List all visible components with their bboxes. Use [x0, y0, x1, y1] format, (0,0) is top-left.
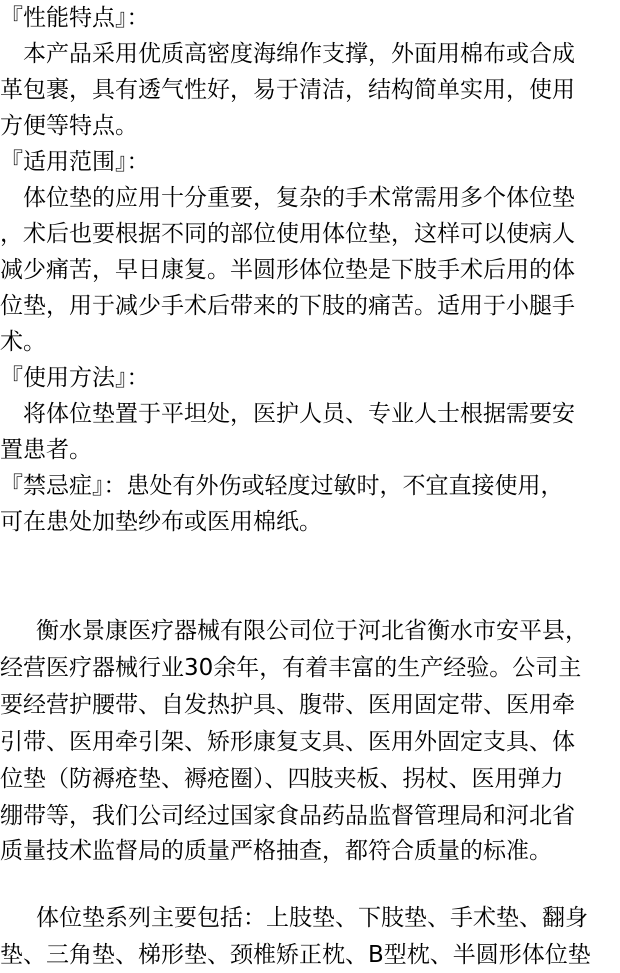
section-heading-usage: 『使用方法』： [0, 365, 150, 391]
paragraph-line: 位垫，用于减少手术后带来的下肢的痛苦。适用于小腿手 [0, 293, 575, 319]
paragraph-line: 可在患处加垫纱布或医用棉纸。 [0, 509, 322, 535]
paragraph-line: 经营医疗器械行业30余年，有着丰富的生产经验。公司主 [0, 655, 582, 681]
paragraph-line: ，术后也要根据不同的部位使用体位垫，这样可以使病人 [0, 221, 575, 247]
paragraph-line: 质量技术监督局的质量严格抽查，都符合质量的标准。 [0, 838, 552, 864]
paragraph-line: 引带、医用牵引架、矫形康复支具、医用外固定支具、体 [0, 729, 575, 755]
paragraph-line: 置患者。 [0, 437, 92, 463]
paragraph-line: 位垫（防褥疮垫、褥疮圈）、四肢夹板、拐杖、医用弹力 [0, 766, 564, 792]
section-heading-scope: 『适用范围』： [0, 149, 150, 175]
paragraph-line: 本产品采用优质高密度海绵作支撑，外面用棉布或合成 [23, 41, 575, 67]
paragraph-line: 垫、三角垫、梯形垫、颈椎矫正枕、B型枕、半圆形体位垫 [0, 942, 591, 968]
section-contraindications: 『禁忌症』：患处有外伤或轻度过敏时，不宜直接使用， [0, 473, 564, 499]
section-heading-features: 『性能特点』： [0, 5, 150, 31]
paragraph-line: 革包裹，具有透气性好，易于清洁，结构简单实用，使用 [0, 77, 575, 103]
paragraph-line: 体位垫系列主要包括：上肢垫、下肢垫、手术垫、翻身 [36, 905, 588, 931]
paragraph-line: 术。 [0, 329, 46, 355]
paragraph-line: 方便等特点。 [0, 113, 138, 139]
paragraph-line: 绷带等，我们公司经过国家食品药品监督管理局和河北省 [0, 803, 575, 829]
paragraph-line: 衡水景康医疗器械有限公司位于河北省衡水市安平县， [36, 618, 588, 644]
paragraph-line: 减少痛苦，早日康复。半圆形体位垫是下肢手术后用的体 [0, 257, 575, 283]
paragraph-line: 体位垫的应用十分重要，复杂的手术常需用多个体位垫 [23, 185, 575, 211]
paragraph-line: 要经营护腰带、自发热护具、腹带、医用固定带、医用牵 [0, 692, 575, 718]
paragraph-line: 将体位垫置于平坦处，医护人员、专业人士根据需要安 [23, 401, 575, 427]
